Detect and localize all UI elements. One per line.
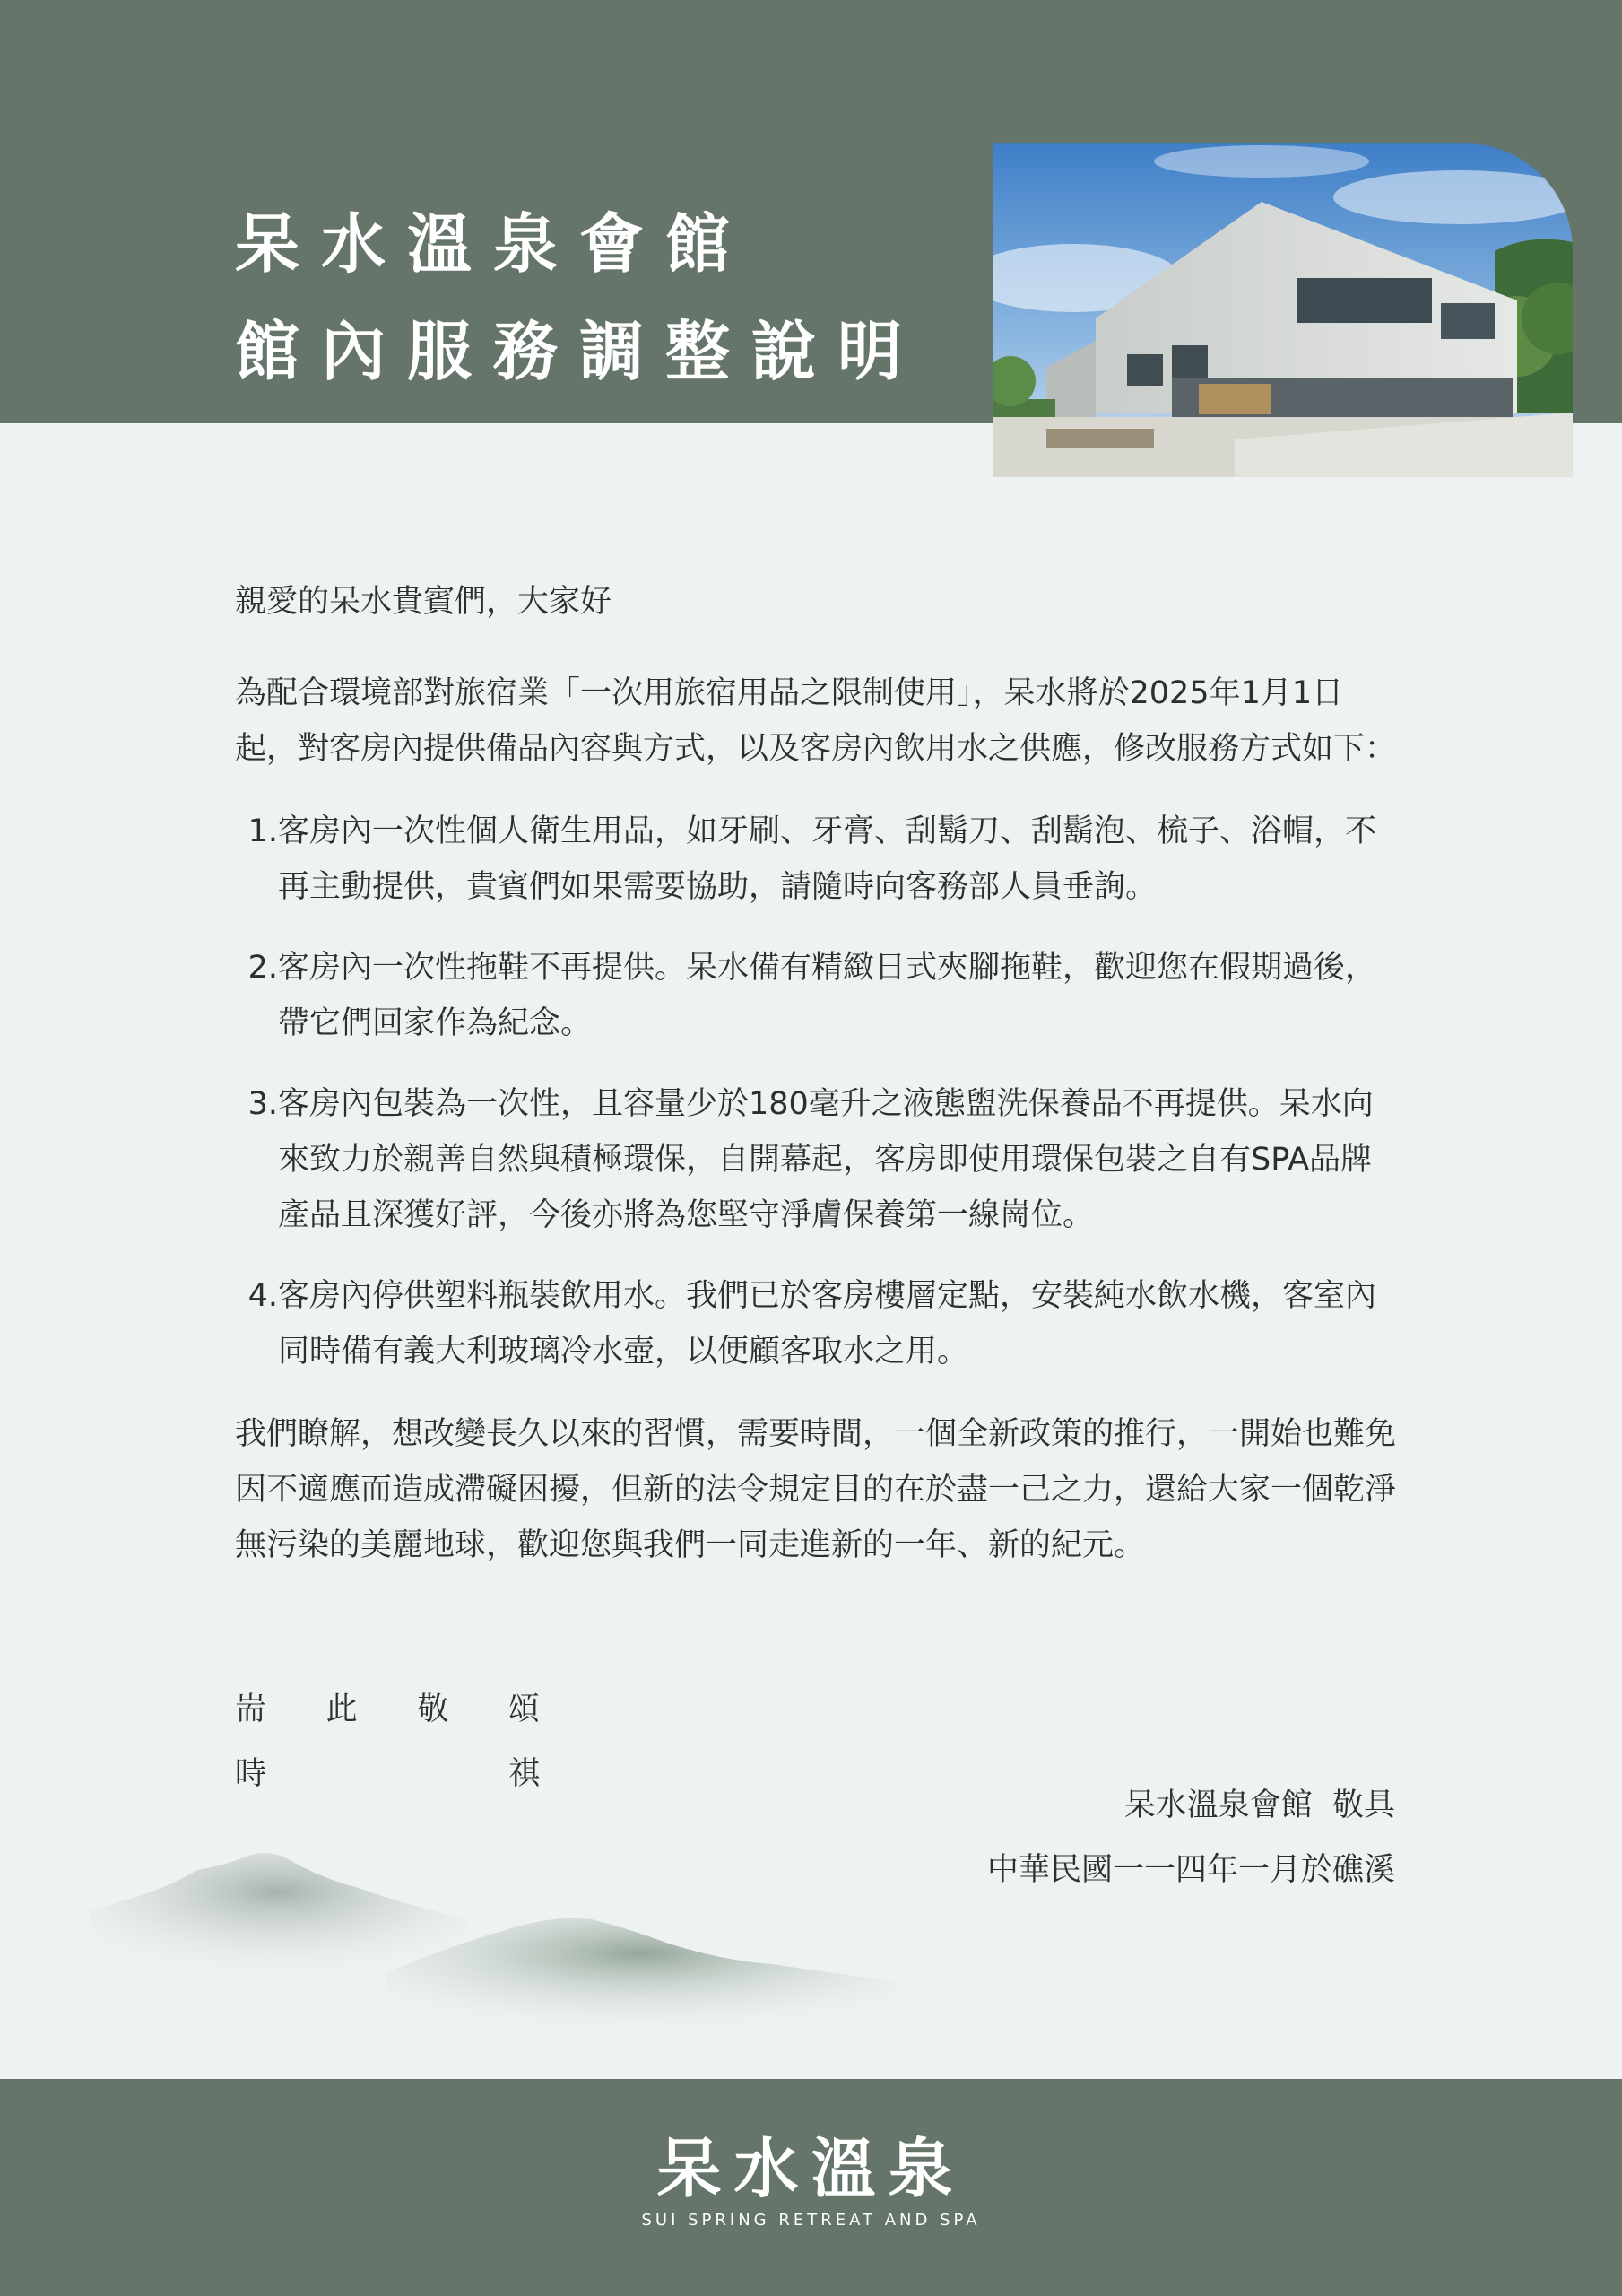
- footer-logo-english: SUI SPRING RETREAT AND SPA: [641, 2211, 981, 2230]
- item-number: 3.: [247, 1086, 278, 1122]
- list-item: [235, 804, 1401, 915]
- closing-paragraph: 我們瞭解，想改變長久以來的習慣，需要時間，一個全新政策的推行，一開始也難免因不適應而造成滯礙困擾，但新的法令規定目的在於盡一己之力，還給大家一個乾淨無污染的美麗地球，歡迎您與我們一同走進新的一年、新的紀元。: [235, 1416, 1397, 1563]
- salutation-char: 耑: [235, 1692, 267, 1727]
- salutation-row-2: [235, 1742, 540, 1806]
- salutation: [235, 1677, 540, 1806]
- item-number: 1.: [247, 813, 278, 849]
- signature-name: 呆水溫泉會館 敬具: [1123, 1787, 1395, 1823]
- item-text: 客房內停供塑料瓶裝飲用水。我們已於客房樓層定點，安裝純水飲水機，客室內同時備有義大利玻璃冷水壺，以便顧客取水之用。: [278, 1278, 1377, 1370]
- page-title: [235, 190, 924, 405]
- salutation-char: 此: [325, 1692, 358, 1727]
- salutation-char: 時: [235, 1756, 267, 1792]
- salutation-char: 祺: [507, 1756, 540, 1792]
- title-line-1: 呆水溫泉會館: [235, 205, 752, 282]
- building-photo: [993, 144, 1573, 477]
- item-number: 2.: [247, 950, 278, 986]
- signature-date: 中華民國一一四年一月於礁溪: [986, 1852, 1395, 1888]
- salutation-char: 敬: [417, 1692, 449, 1727]
- item-list: [235, 804, 1401, 1379]
- salutation-char: 頌: [507, 1692, 540, 1727]
- intro-paragraph: 為配合環境部對旅宿業「一次用旅宿用品之限制使用」，呆水將於2025年1月1日起，對客房內提供備品內容與方式，以及客房內飲用水之供應，修改服務方式如下：: [235, 675, 1397, 767]
- greeting: 親愛的呆水貴賓們，大家好: [235, 584, 612, 620]
- list-item: [235, 1076, 1401, 1243]
- item-text: 客房內包裝為一次性，且容量少於180毫升之液態盥洗保養品不再提供。呆水向來致力於親善自然與積極環保，自開幕起，客房即使用環保包裝之自有SPA品牌產品且深獲好評，今後亦將為您堅守淨膚保養第一線崗位。: [278, 1086, 1374, 1233]
- list-item: [235, 940, 1401, 1051]
- letter-body: [235, 574, 1401, 1573]
- signature-block: [987, 1773, 1395, 1902]
- list-item: [235, 1268, 1401, 1379]
- item-number: 4.: [247, 1278, 278, 1314]
- item-text: 客房內一次性個人衛生用品，如牙刷、牙膏、刮鬍刀、刮鬍泡、梳子、浴帽，不再主動提供，貴賓們如果需要協助，請隨時向客務部人員垂詢。: [278, 813, 1377, 905]
- mountain-ink-illustration: [90, 1830, 915, 2036]
- item-text: 客房內一次性拖鞋不再提供。呆水備有精緻日式夾腳拖鞋，歡迎您在假期過後，帶它們回家作為紀念。: [278, 950, 1377, 1041]
- title-line-2: 館內服務調整說明: [235, 313, 924, 389]
- footer-logo-chinese: 呆水溫泉: [656, 2130, 966, 2206]
- salutation-row-1: [235, 1677, 540, 1742]
